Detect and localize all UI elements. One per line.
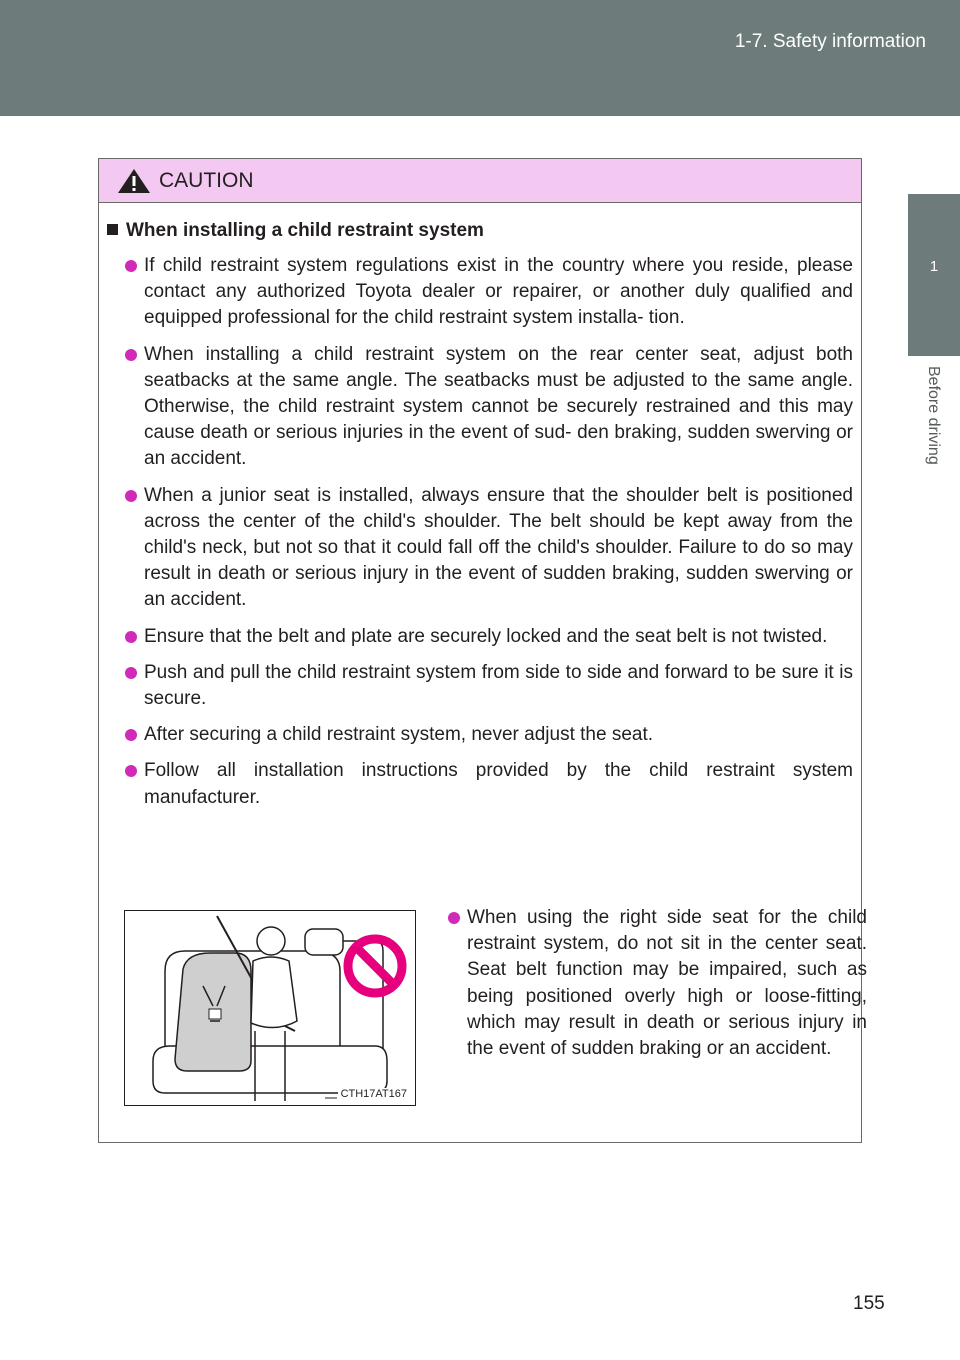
list-item-text: After securing a child restraint system, never adjust the seat. — [144, 724, 654, 746]
list-item — [125, 483, 853, 614]
warning-icon — [117, 168, 151, 194]
bullet-dot-icon — [125, 765, 137, 777]
caution-box — [98, 158, 867, 1143]
square-bullet-icon — [107, 224, 118, 235]
chapter-label-tab — [908, 356, 960, 516]
list-item — [125, 253, 853, 332]
list-item — [125, 342, 853, 473]
side-note-text: When using the right side seat for the child restraint system, do not sit in the center seat. Seat belt function may be impaired, such as being positioned overly high or loose-fitting, which may result in death or serious injury in the event of sudden braking or an accident. — [467, 907, 867, 1060]
list-item-text: If child restraint system regulations exist in the country where you reside, please contact any authorized Toyota dealer or repairer, or another duly qualified and equipped professional for the child restraint system installa- tion. — [144, 255, 853, 329]
bullet-dot-icon — [125, 349, 137, 361]
list-item-text: When installing a child restraint system on the rear center seat, adjust both seatbacks at the same angle. The seatbacks must be adjusted to the same angle. Otherwise, the child restraint system cannot be securely restrained and this may cause death or serious injuries in the event of sud- den braking, sudden swerving or an accident. — [144, 343, 853, 470]
caution-bullet-list — [125, 253, 853, 821]
list-item-text: Ensure that the belt and plate are securely locked and the seat belt is not twisted. — [144, 625, 828, 647]
list-item-text: Follow all installation instructions provided by the child restraint system manufacturer. — [144, 760, 853, 808]
list-item — [125, 722, 853, 748]
header-bar — [0, 0, 960, 116]
chapter-label: Before driving — [925, 366, 942, 465]
bullet-dot-icon — [125, 667, 137, 679]
bullet-dot-icon — [125, 729, 137, 741]
list-item — [125, 758, 853, 810]
list-item-text: When a junior seat is installed, always ensure that the shoulder belt is positioned across the center of the child's shoulder. The belt should be kept away from the child's neck, but not so that it could fall off the child's shoulder. Failure to do so may result in death or serious injury in the event of sudden braking, sudden swerving or an accident. — [144, 484, 853, 611]
seat-illustration — [124, 910, 416, 1106]
page-number: 155 — [853, 1293, 885, 1314]
child-seat-illustration — [125, 911, 415, 1105]
caution-heading-text: When installing a child restraint system — [126, 220, 484, 241]
chapter-number: 1 — [929, 258, 939, 275]
caution-header — [99, 159, 861, 203]
bullet-dot-icon — [125, 490, 137, 502]
bullet-dot-icon — [125, 631, 137, 643]
list-item — [125, 624, 853, 650]
bullet-dot-icon — [125, 260, 137, 272]
list-item — [125, 660, 853, 712]
bullet-dot-icon — [448, 912, 460, 924]
section-title: 1-7. Safety information — [734, 31, 926, 52]
chapter-tab — [908, 194, 960, 356]
list-item-text: Push and pull the child restraint system from side to side and forward to be sure it is secure. — [144, 661, 853, 710]
caution-heading — [99, 220, 484, 242]
figure-code: CTH17AT167 — [338, 1088, 407, 1100]
side-note — [448, 905, 867, 1062]
caution-title: CAUTION — [159, 169, 254, 192]
